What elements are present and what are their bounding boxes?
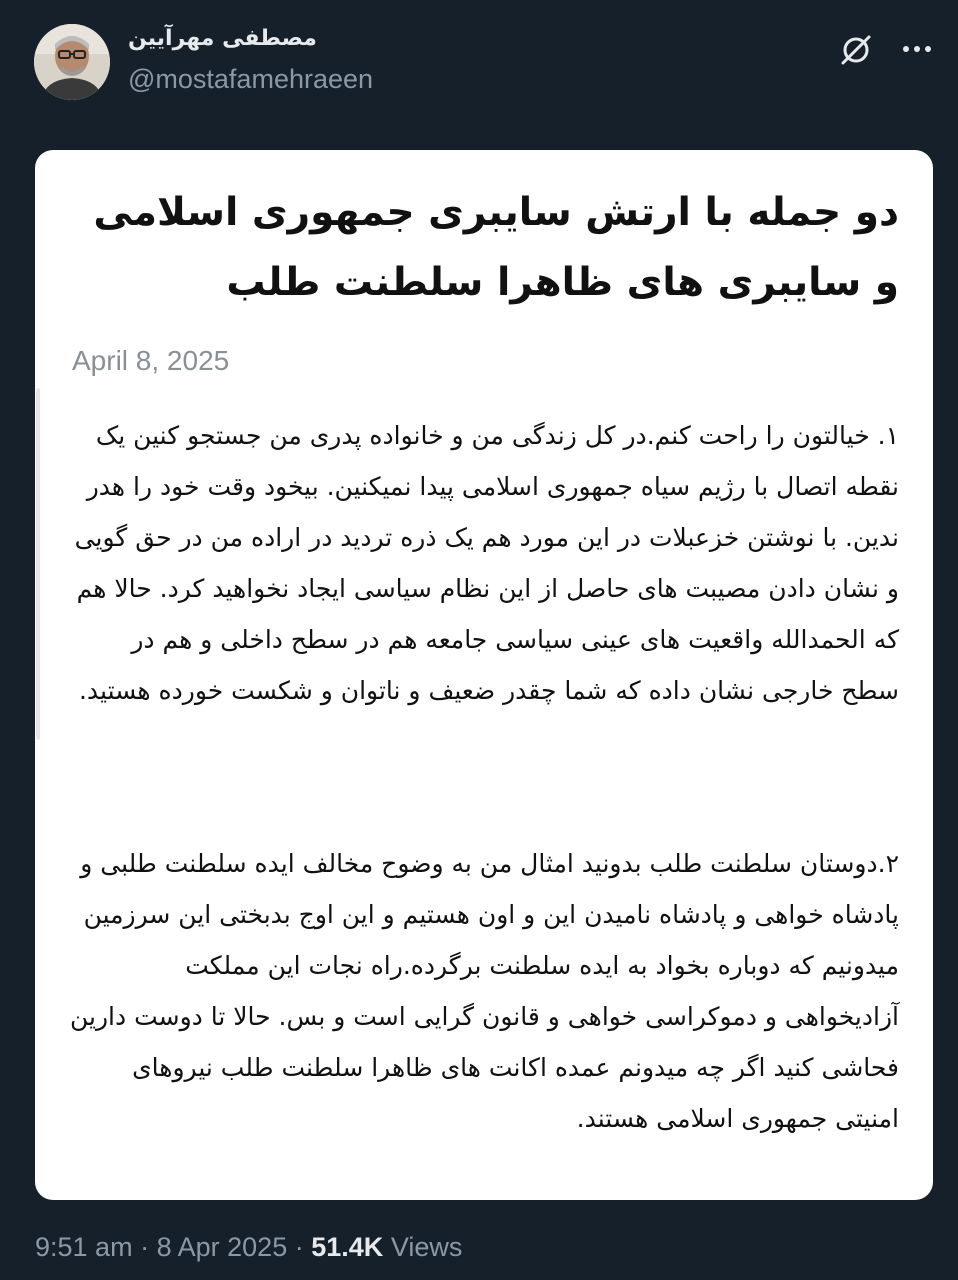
tweet-header bbox=[0, 0, 958, 120]
views-label: Views bbox=[390, 1232, 463, 1262]
tweet-metadata bbox=[35, 1232, 462, 1263]
grok-icon[interactable] bbox=[838, 32, 874, 68]
tweet-time[interactable]: 9:51 am bbox=[35, 1232, 133, 1262]
note-paragraph: ۱. خیالتون را راحت کنم.در کل زندگی من و خانواده پدری من جستجو کنین یک نقطه اتصال با رژیم سیاه جمهوری اسلامی پیدا نمیکنین. بیخود وقت خود را هدر ندین. با نوشتن خزعبلات در این مورد هم یک ذره تردید در اراده من در حق گویی و نشان دادن مصیبت های حاصل از این نظام سیاسی ایجاد نخواهید کرد. حالا هم که الحمدالله واقعیت های عینی سیاسی جامعه هم در سطح داخلی و هم در سطح خارجی نشان داده که شما چقدر ضعیف و ناتوان و شکست خورده هستید. bbox=[74, 421, 899, 705]
separator-dot: · bbox=[140, 1232, 150, 1262]
author-display-name[interactable]: مصطفی مهرآیین bbox=[128, 26, 317, 51]
note-card bbox=[35, 150, 933, 1200]
author-handle[interactable]: @mostafamehraeen bbox=[128, 64, 374, 94]
note-date: April 8, 2025 bbox=[72, 345, 230, 376]
tweet-date[interactable]: 8 Apr 2025 bbox=[156, 1232, 288, 1262]
note-paragraph: ۲.دوستان سلطنت طلب بدونید امثال من به وضوح مخالف ایده سلطنت طلبی و پادشاه خواهی و پادشاه نامیدن این و اون هستیم و این اوج بدبختی این سرزمین میدونیم که دوباره بخواد به ایده سلطنت برگرده.راه نجات این مملکت آزادیخواهی و دموکراسی خواهی و قانون گرایی است و بس. حالا تا دوست دارین فحاشی کنید اگر چه میدونم عمده اکانت های ظاهرا سلطنت طلب نیروهای امنیتی جمهوری اسلامی هستند. bbox=[69, 849, 899, 1133]
more-dots-icon[interactable] bbox=[900, 38, 934, 60]
author-avatar[interactable] bbox=[34, 24, 110, 100]
scroll-edge-indicator bbox=[36, 388, 40, 740]
user-avatar-icon bbox=[34, 24, 110, 100]
note-title: دو جمله با ارتش سایبری جمهوری اسلامی و سایبری های ظاهرا سلطنت طلب bbox=[93, 190, 899, 305]
views-count[interactable]: 51.4K bbox=[311, 1232, 384, 1262]
separator-dot: · bbox=[294, 1232, 304, 1262]
